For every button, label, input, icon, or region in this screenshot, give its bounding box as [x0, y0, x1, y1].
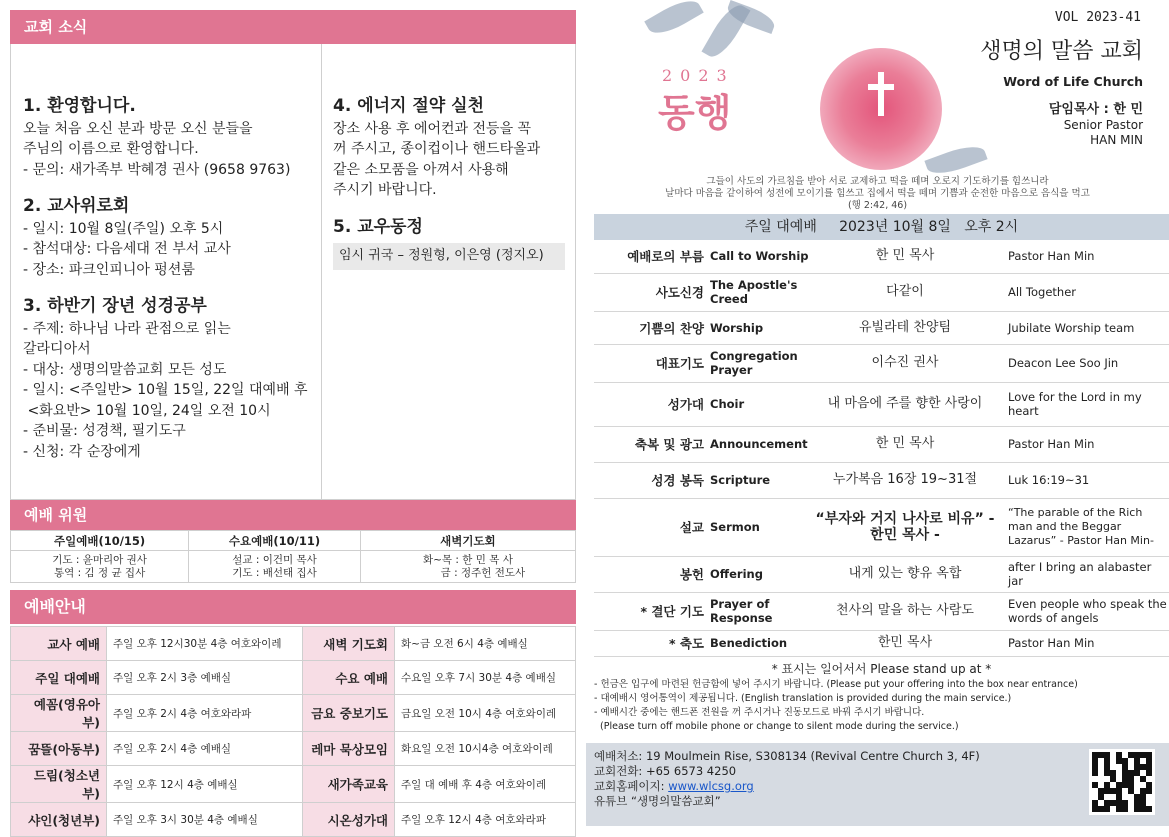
table-row: 기쁨의 찬양 Worship 유빌라테 찬양팀 Jubilate Worship team — [594, 311, 1169, 344]
table-row: * 축도 Benediction 한민 목사 Pastor Han Min — [594, 630, 1169, 656]
table-row: 성가대 Choir 내 마음에 주를 향한 사랑이 Love for the Lord in my heart — [594, 382, 1169, 426]
leaf-decoration — [644, 0, 703, 41]
roles-cell: 설교 : 이건미 목사 기도 : 배선태 집사 — [189, 551, 361, 583]
address: 예배처소: 19 Moulmein Rise, S308134 (Revival Centre Church 3, 4F) — [594, 749, 980, 763]
worship-guide-header: 예배안내 — [10, 590, 576, 624]
table-row: 드림(청소년부) 주일 오후 12시 4층 예배실 새가족교육 주일 대 예배 후 4층 여호와이레 — [11, 766, 576, 803]
church-news-section — [10, 44, 576, 500]
senior-pastor-korean: 담임목사 : 한 민 — [1048, 102, 1143, 117]
roles-cell: 기도 : 윤마리아 권사 통역 : 김 정 균 집사 — [11, 551, 189, 583]
roles-col-title: 주일예배(10/15) — [11, 531, 189, 551]
news-right-column — [333, 96, 569, 270]
member-news-body: 임시 귀국 – 정원형, 이은영 (정지오) — [333, 243, 565, 270]
scripture-verse: 그들이 사도의 가르침을 받아 서로 교제하고 떡을 떼며 오로지 기도하기를 힘쓰니라 날마다 마음을 같이하여 성전에 모이기를 힘쓰고 집에서 떡을 떼며 기쁨과 순전한 마음으로 음식을 먹고 (행 2:42, 46) — [665, 176, 1090, 211]
table-row: 대표기도 Congregation Prayer 이수진 권사 Deacon Lee Soo Jin — [594, 344, 1169, 382]
roles-cell: 화~목 : 한 민 목 사 금 : 정주헌 전도사 — [360, 551, 575, 583]
bible-study-title: 3. 하반기 장년 성경공부 — [23, 296, 207, 316]
welcome-body: 오늘 처음 오신 분과 방문 오신 분들을 주님의 이름으로 환영합니다. - 문의: 새가족부 박혜경 권사 (9658 9763) — [23, 120, 291, 178]
table-row: * 결단 기도 Prayer of Response 천사의 말을 하는 사람도 Even people who speak the words of angels — [594, 592, 1169, 630]
service-notes: - 헌금은 입구에 마련된 헌금함에 넣어 주시기 바랍니다. (Please put your offering into the box near entrance) - 대예배시 영어통역이 제공됩니다. (English translation is provided during the main service.) - 예배시간 중에는 핸드폰 전원을 꺼 주시거나 진동모드로 바꿔 주시기 바랍니다. (Please turn off mobile phone or change to silent mode during the service.) — [594, 679, 1078, 732]
table-row: 봉헌 Offering 내게 있는 향유 옥합 after I bring an alabaster jar — [594, 556, 1169, 592]
table-row: 샤인(청년부) 주일 오후 3시 30분 4층 예배실 시온성가대 주일 오후 12시 4층 여호와라파 — [11, 803, 576, 837]
senior-pastor-name: HAN MIN — [1090, 133, 1143, 147]
bulletin-header — [586, 0, 1169, 210]
church-name-korean: 생명의 말씀 교회 — [980, 39, 1143, 64]
right-page — [586, 0, 1169, 826]
year-label: 2023 — [662, 66, 735, 85]
teacher-event-body: - 일시: 10월 8일(주일) 오후 5시 - 참석대상: 다음세대 전 부서 교사 - 장소: 파크인피니아 펑션룸 — [23, 220, 231, 278]
worship-roles-header: 예배 위원 — [10, 500, 576, 530]
table-row: 교사 예배 주일 오후 12시30분 4층 여호와이레 새벽 기도회 화~금 오전 6시 4층 예배실 — [11, 627, 576, 661]
teacher-event-title: 2. 교사위로회 — [23, 196, 130, 216]
table-row: 설교 Sermon “부자와 거지 나사로 비유” - 한민 목사 - “The parable of the Rich man and the Beggar Lazarus” - Pastor Han Min- — [594, 498, 1169, 556]
youtube: 유튜브 “생명의말씀교회” — [594, 794, 721, 808]
roles-col-title: 새벽기도회 — [360, 531, 575, 551]
worship-roles-table — [10, 530, 576, 583]
theme-title: 동행 — [658, 90, 732, 135]
roles-col-title: 수요예배(10/11) — [189, 531, 361, 551]
church-name-english: Word of Life Church — [1003, 74, 1143, 89]
worship-roles-section — [10, 500, 576, 583]
volume-number: VOL 2023-41 — [1054, 10, 1141, 25]
worship-guide-table — [10, 626, 576, 837]
left-page — [10, 10, 576, 828]
worship-guide-section — [10, 590, 576, 837]
news-left-column — [23, 96, 319, 462]
table-row: 사도신경 The Apostle's Creed 다같이 All Together — [594, 273, 1169, 311]
table-row: 주일 대예배 주일 오후 2시 3층 예배실 수요 예배 수요일 오후 7시 30분 4층 예배실 — [11, 661, 576, 695]
welcome-title: 1. 환영합니다. — [23, 96, 136, 116]
column-divider — [321, 44, 322, 500]
church-info-footer — [586, 743, 1169, 826]
energy-body: 장소 사용 후 에어컨과 전등을 꼭 꺼 주시고, 종이컵이나 핸드타올과 같은 소모품을 아껴서 사용해 주시기 바랍니다. — [333, 120, 541, 198]
church-news-header: 교회 소식 — [10, 10, 576, 44]
senior-pastor-title: Senior Pastor — [1063, 118, 1143, 132]
order-of-worship — [594, 240, 1169, 657]
table-row: 성경 봉독 Scripture 누가복음 16장 19~31절 Luk 16:19~31 — [594, 462, 1169, 498]
leaf-decoration — [924, 140, 987, 179]
stand-notice: * 표시는 일어서서 Please stand up at * — [771, 662, 992, 676]
bible-study-body: - 주제: 하나님 나라 관점으로 읽는 갈라디아서 - 대상: 생명의말씀교회 모든 성도 - 일시: <주일반> 10월 15일, 22일 대예배 후 <화요반> 10월 10일, 24일 오전 10시 - 준비물: 성경책, 필기도구 - 신청: 각 순장에게 — [23, 320, 308, 460]
cross-icon — [868, 72, 894, 116]
table-row: 예배로의 부름 Call to Worship 한 민 목사 Pastor Han Min — [594, 240, 1169, 273]
energy-title: 4. 에너지 절약 실천 — [333, 96, 484, 116]
table-row: 축복 및 광고 Announcement 한 민 목사 Pastor Han Min — [594, 426, 1169, 462]
table-row: 예꼼(영유아부) 주일 오후 2시 4층 여호와라파 금요 중보기도 금요일 오전 10시 4층 여호와이레 — [11, 695, 576, 732]
website-row: 교회홈페이지: www.wlcsg.org — [594, 779, 754, 793]
service-title: 주일 대예배 2023년 10월 8일 오후 2시 — [594, 214, 1169, 240]
qr-code-icon[interactable] — [1089, 749, 1155, 815]
phone: 교회전화: +65 6573 4250 — [594, 764, 737, 778]
website-link[interactable]: www.wlcsg.org — [668, 779, 754, 793]
table-row: 꿈뜰(아동부) 주일 오후 2시 4층 예배실 레마 묵상모임 화요일 오전 10시4층 여호와이레 — [11, 732, 576, 766]
member-news-title: 5. 교우동정 — [333, 216, 423, 237]
